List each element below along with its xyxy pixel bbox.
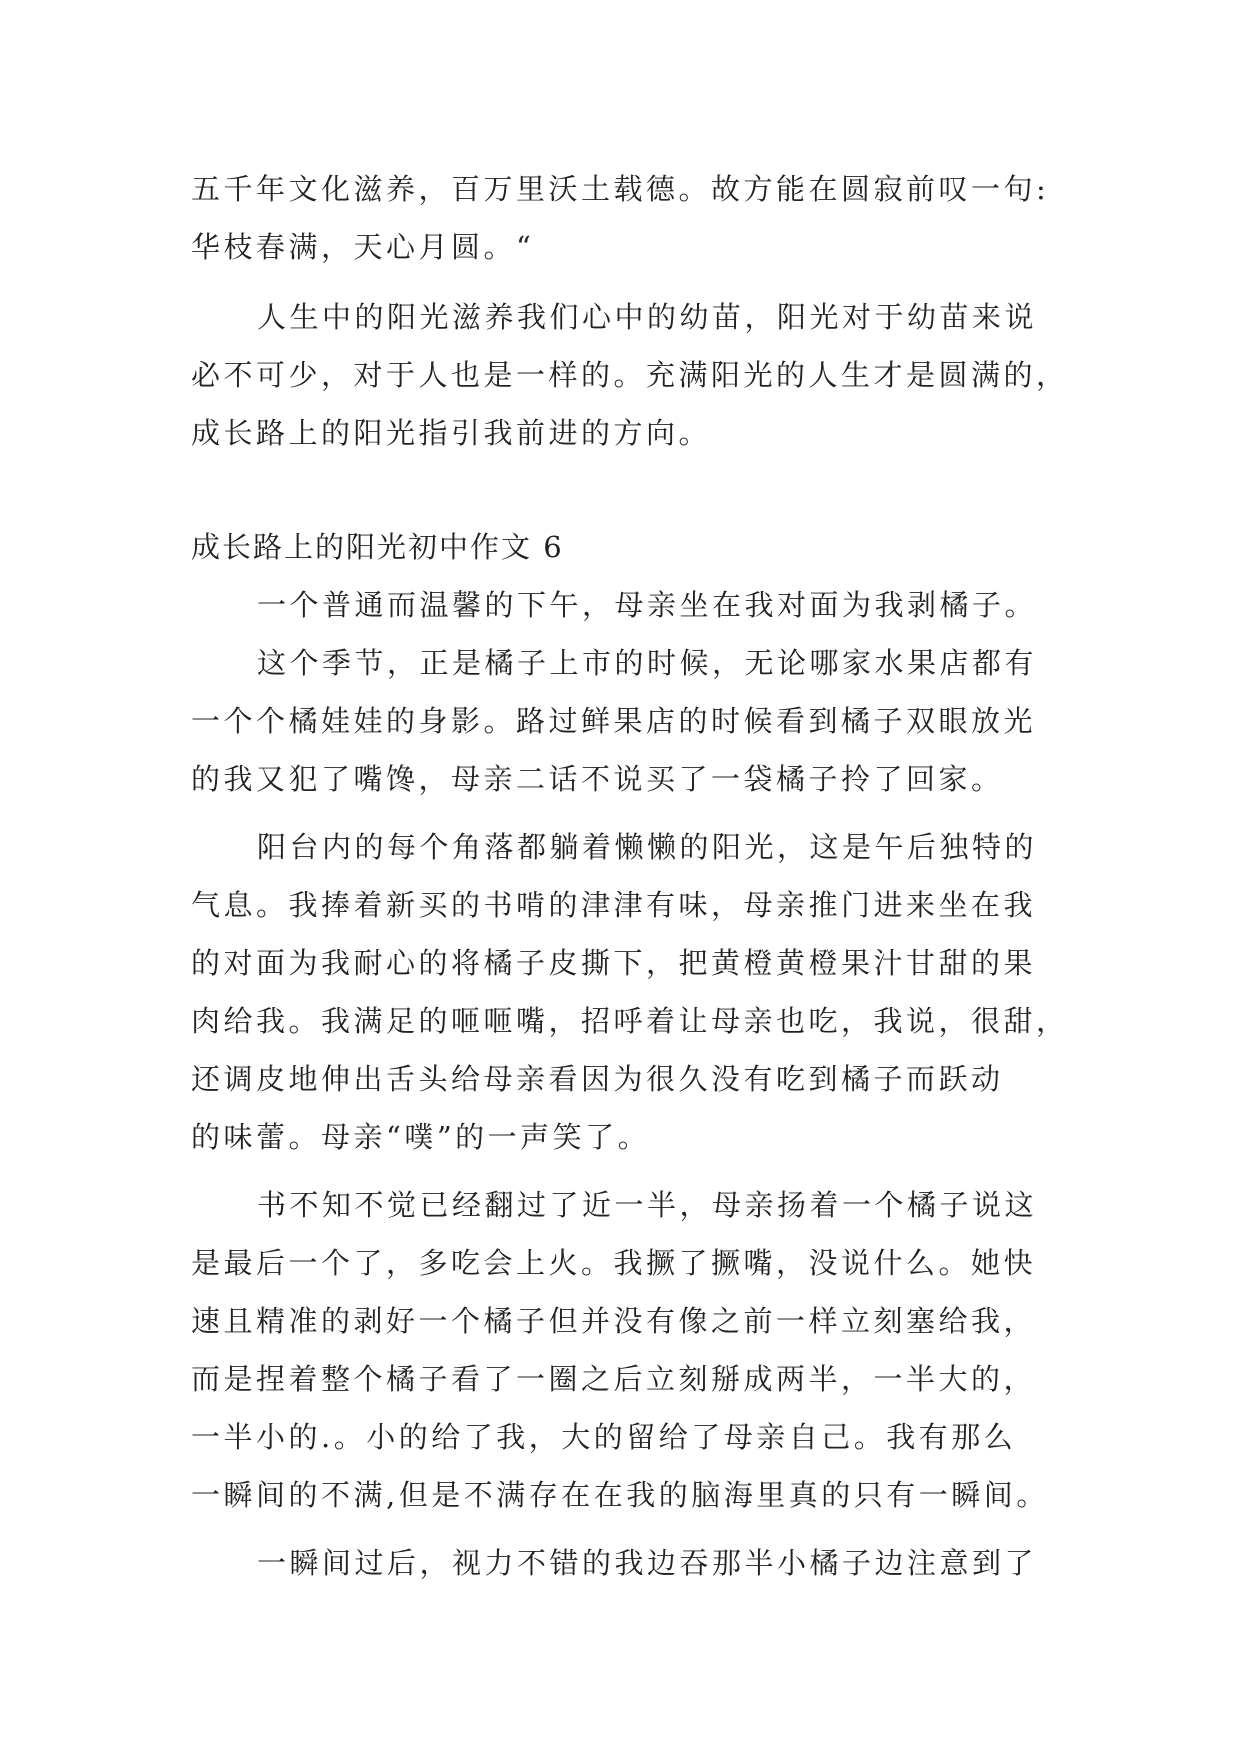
section-heading: 成长路上的阳光初中作文 6 [191,530,564,564]
text-line: 的我又犯了嘴馋，母亲二话不说买了一袋橘子拎了回家。 [191,762,1004,796]
text-line: 是最后一个了，多吃会上火。我撅了撅嘴，没说什么。她快 [191,1246,1037,1280]
text-line: 还调皮地伸出舌头给母亲看因为很久没有吃到橘子而跃动 [191,1062,1004,1096]
text-line: 的味蕾。母亲“噗”的一声笑了。 [191,1120,651,1154]
text-line: 成长路上的阳光指引我前进的方向。 [191,416,712,450]
paragraph-start-line: 一瞬间过后，视力不错的我边吞那半小橘子边注意到了 [257,1546,1038,1580]
paragraph-start-line: 这个季节，正是橘子上市的时候，无论哪家水果店都有 [257,646,1038,680]
text-line: 一瞬间的不满,但是不满存在在我的脑海里真的只有一瞬间。 [191,1478,1049,1512]
text-line: 气息。我捧着新买的书啃的津津有味，母亲推门进来坐在我 [191,888,1037,922]
document-page [191,160,1069,1580]
paragraph-start-line: 人生中的阳光滋养我们心中的幼苗，阳光对于幼苗来说 [257,300,1038,334]
text-line: 一半小的.。小的给了我，大的留给了母亲自己。我有那么 [191,1420,1017,1454]
paragraph-start-line: 一个普通而温馨的下午，母亲坐在我对面为我剥橘子。 [257,588,1038,622]
paragraph-start-line: 书不知不觉已经翻过了近一半，母亲扬着一个橘子说这 [257,1188,1038,1222]
text-line: 速且精准的剥好一个橘子但并没有像之前一样立刻塞给我， [191,1304,1037,1338]
text-line: 而是捏着整个橘子看了一圈之后立刻掰成两半，一半大的， [191,1362,1037,1396]
text-line: 的对面为我耐心的将橘子皮撕下，把黄橙黄橙果汁甘甜的果 [191,946,1037,980]
text-line: 华枝春满，天心月圆。“ [191,230,535,264]
paragraph-start-line: 阳台内的每个角落都躺着懒懒的阳光，这是午后独特的 [257,830,1038,864]
text-line: 必不可少，对于人也是一样的。充满阳光的人生才是圆满的， [191,358,1069,392]
text-line: 五千年文化滋养，百万里沃土载德。故方能在圆寂前叹一句: [191,172,1050,206]
text-line: 肉给我。我满足的咂咂嘴，招呼着让母亲也吃，我说，很甜， [191,1004,1069,1038]
text-line: 一个个橘娃娃的身影。路过鲜果店的时候看到橘子双眼放光 [191,704,1037,738]
